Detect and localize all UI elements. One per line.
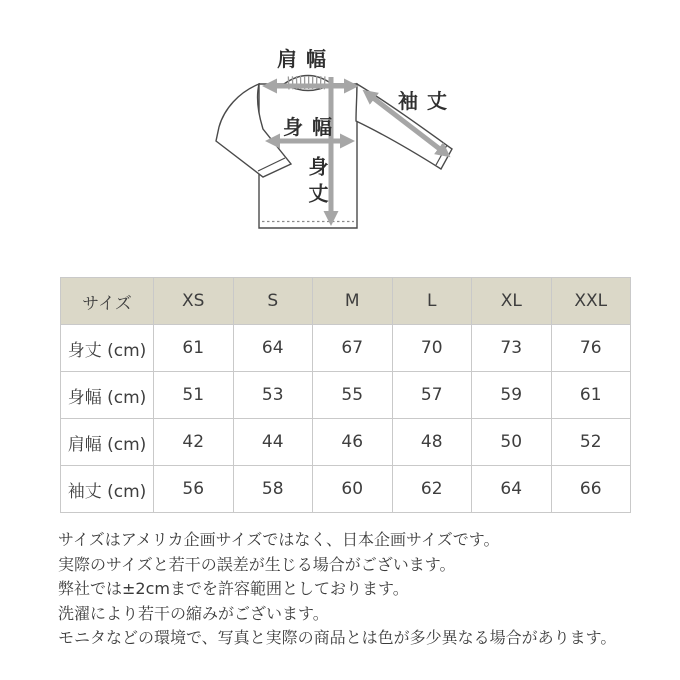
size-notes [58, 528, 638, 651]
row-label-shoulder-width: 肩幅 (cm) [61, 419, 154, 466]
garment-measurement-diagram [0, 0, 680, 270]
note-line: 弊社では±2cmまでを許容範囲としております。 [58, 579, 409, 598]
size-header-cell: サイズ [61, 278, 154, 325]
value-cell: 46 [313, 419, 393, 466]
value-cell: 67 [313, 325, 393, 372]
value-cell: 61 [551, 372, 631, 419]
size-table-header-row [61, 278, 631, 325]
size-table [60, 277, 631, 513]
value-cell: 61 [154, 325, 234, 372]
size-col-xl: XL [472, 278, 552, 325]
body-width-label: 身幅 [283, 115, 341, 139]
value-cell: 62 [392, 466, 472, 513]
note-line: サイズはアメリカ企画サイズではなく、日本企画サイズです。 [58, 530, 500, 549]
note-line: 実際のサイズと若干の誤差が生じる場合がございます。 [58, 554, 456, 574]
value-cell: 52 [551, 419, 631, 466]
value-cell: 56 [154, 466, 234, 513]
value-cell: 57 [392, 372, 472, 419]
value-cell: 50 [472, 419, 552, 466]
value-cell: 53 [233, 372, 313, 419]
value-cell: 51 [154, 372, 234, 419]
size-col-m: M [313, 278, 393, 325]
size-col-s: S [233, 278, 313, 325]
value-cell: 70 [392, 325, 472, 372]
value-cell: 44 [233, 419, 313, 466]
note-line: 洗濯により若干の縮みがございます。 [58, 603, 329, 623]
size-col-xs: XS [154, 278, 234, 325]
sleeve-length-label: 袖丈 [398, 89, 456, 113]
value-cell: 48 [392, 419, 472, 466]
row-label-body-length: 身丈 (cm) [61, 325, 154, 372]
value-cell: 60 [313, 466, 393, 513]
table-row-shoulder-width [61, 419, 631, 466]
value-cell: 66 [551, 466, 631, 513]
value-cell: 73 [472, 325, 552, 372]
value-cell: 64 [233, 325, 313, 372]
note-line: モニタなどの環境で、写真と実際の商品とは色が多少異なる場合があります。 [58, 628, 617, 647]
value-cell: 58 [233, 466, 313, 513]
value-cell: 55 [313, 372, 393, 419]
value-cell: 59 [472, 372, 552, 419]
table-row-body-width [61, 372, 631, 419]
table-row-sleeve-length [61, 466, 631, 513]
size-col-xxl: XXL [551, 278, 631, 325]
value-cell: 42 [154, 419, 234, 466]
body-length-label: 身丈 [305, 156, 329, 210]
row-label-body-width: 身幅 (cm) [61, 372, 154, 419]
size-col-l: L [392, 278, 472, 325]
value-cell: 64 [472, 466, 552, 513]
value-cell: 76 [551, 325, 631, 372]
row-label-sleeve-length: 袖丈 (cm) [61, 466, 154, 513]
table-row-body-length [61, 325, 631, 372]
shoulder-width-label: 肩幅 [277, 47, 335, 71]
